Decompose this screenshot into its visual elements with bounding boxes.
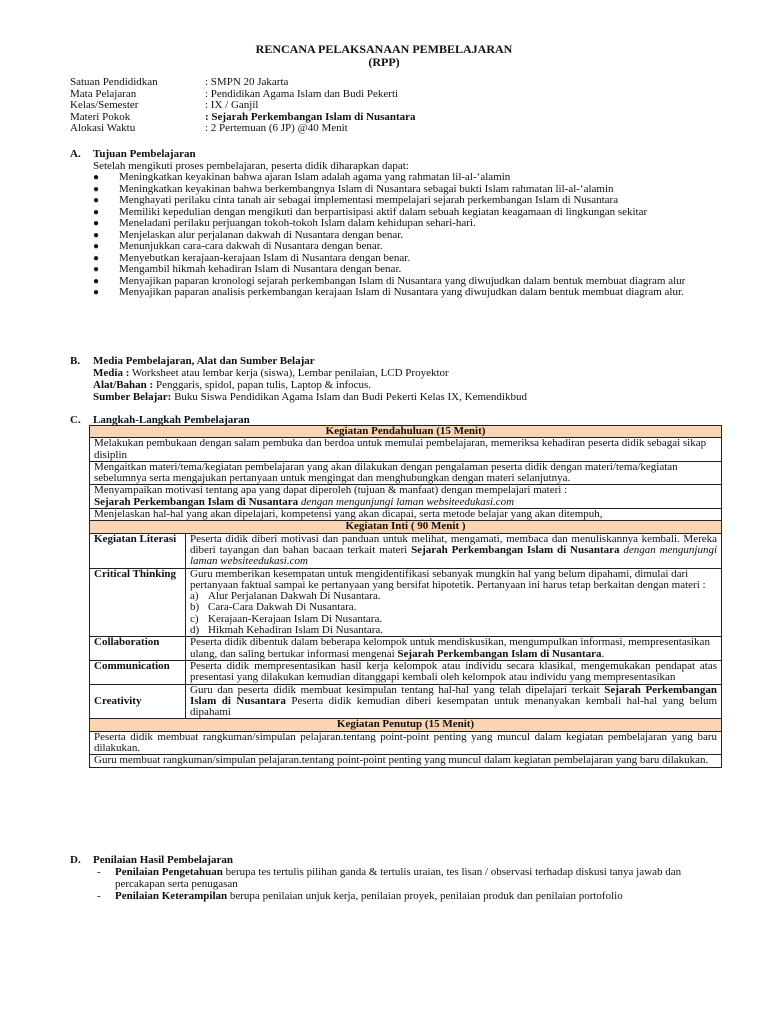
literasi-topic: Sejarah Perkembangan Islam di Nusantara	[407, 543, 620, 556]
table-row	[90, 568, 722, 637]
row-label: Critical Thinking	[90, 568, 186, 637]
table-cell: Guru membuat rangkuman/simpulan pelajaran.tentang point-point penting yang muncul dalam kegiatan pembelajaran yang baru dilakukan.	[90, 755, 722, 767]
table-cell	[186, 568, 722, 637]
alat-value: Penggaris, spidol, papan tulis, Laptop & infocus.	[153, 379, 372, 391]
list-marker: b)	[190, 601, 200, 614]
list-item	[93, 287, 723, 299]
section-letter: C.	[70, 414, 81, 426]
list-item-text: Cara-Cara Dakwah Di Nusantara.	[208, 601, 357, 614]
table-row	[90, 461, 722, 485]
section-letter: A.	[70, 148, 81, 160]
list-marker: c)	[190, 612, 199, 625]
table-row	[90, 731, 722, 755]
sumber-line	[93, 391, 527, 403]
table-cell: Melakukan pembukaan dengan salam pembuka dan berdoa untuk memulai pembelajaran, memeriksa kehadiran peserta didik sebagai sikap disiplin	[90, 438, 722, 462]
list-item-text: Mengambil hikmah kehadiran Islam di Nusantara dengan benar.	[119, 263, 402, 275]
critical-list	[190, 591, 717, 636]
table-cell: Peserta didik mempresentasikan hasil kerja kelompok atau individu secara klasikal, mengemukakan pendapat atas presentasi yang dilakukan kemudian ditanggapi kembali oleh kelompok atau individu yang mempresentasikan	[186, 660, 722, 684]
learning-steps-table	[89, 425, 722, 768]
table-row	[90, 426, 722, 438]
section-title: Penilaian Hasil Pembelajaran	[93, 854, 233, 866]
list-item-text: Meneladani perilaku perjuangan tokoh-tokoh Islam dalam kehidupan sehari-hari.	[119, 217, 476, 229]
row-label: Communication	[90, 660, 186, 684]
table-row	[90, 719, 722, 731]
identity-value: : SMPN 20 Jakarta	[205, 76, 289, 88]
list-item-text: Memiliki kepedulian dengan mengikuti dan berpartisipasi aktif dalam sebuah kegiatan keagamaan di lingkungan sekitar	[119, 205, 648, 218]
section-title: Langkah-Langkah Pembelajaran	[93, 414, 250, 426]
list-item	[93, 866, 723, 890]
assessment-type: Penilaian Keterampilan	[115, 890, 228, 902]
motivasi-text: Menyampaikan motivasi tentang apa yang dapat diperoleh (tujuan & manfaat) dengan mempelajari materi :	[94, 484, 568, 497]
list-marker: a)	[190, 590, 199, 603]
bullet-icon: ●	[93, 241, 100, 252]
section-b-heading	[70, 355, 315, 367]
table-cell	[186, 684, 722, 719]
creat-text: Guru dan peserta didik membuat kesimpulan tentang hal-hal yang telah dipelajari terkait	[190, 683, 600, 696]
bullet-icon: ●	[93, 183, 100, 195]
list-item	[190, 625, 717, 636]
section-letter: D.	[70, 854, 81, 866]
row-label: Creativity	[90, 684, 186, 719]
table-row	[90, 684, 722, 719]
table-cell	[186, 637, 722, 661]
identity-label: Kelas/Semester	[70, 99, 139, 111]
dash-marker: -	[97, 890, 101, 902]
dash-marker: -	[97, 866, 101, 878]
list-item-text: Menyajikan paparan kronologi sejarah perkembangan Islam di Nusantara yang diwujudkan dalam bentuk membuat diagram alur	[119, 274, 686, 287]
table-cell: Mengaitkan materi/tema/kegiatan pembelajaran yang akan dilakukan dengan pengalaman peserta didik dengan materi/tema/kegiatan sebelumnya serta mengajukan pertanyaan untuk mengingat dan menghubungkan dengan materi selanjutnya.	[90, 461, 722, 485]
bullet-icon: ●	[93, 252, 100, 264]
assessment-desc: berupa penilaian unjuk kerja, penilaian proyek, penilaian produk dan penilaian portofolio	[227, 890, 623, 902]
identity-value: : Sejarah Perkembangan Islam di Nusantara	[205, 110, 416, 123]
table-cell	[90, 485, 722, 509]
literasi-link-text: dengan mengunjungi laman websiteedukasi.com	[190, 543, 718, 568]
identity-label: Mata Pelajaran	[70, 87, 137, 100]
row-label: Collaboration	[90, 637, 186, 661]
row-label: Kegiatan Literasi	[90, 533, 186, 568]
section-letter: B.	[70, 355, 81, 367]
collab-end: .	[601, 647, 605, 660]
table-cell	[186, 533, 722, 568]
list-marker: d)	[190, 624, 200, 637]
table-row	[90, 660, 722, 684]
bullet-icon: ●	[93, 229, 100, 241]
objectives-list	[93, 172, 723, 299]
table-row	[90, 509, 722, 521]
list-item-text: Menjelaskan alur perjalanan dakwah di Nusantara dengan benar.	[119, 228, 404, 241]
table-row	[90, 521, 722, 533]
section-a-heading	[70, 148, 196, 160]
pendahuluan-header: Kegiatan Pendahuluan (15 Menit)	[90, 426, 722, 438]
table-row	[90, 533, 722, 568]
identity-row	[70, 100, 710, 112]
document-subtitle: (RPP)	[368, 55, 400, 69]
section-title: Tujuan Pembelajaran	[93, 148, 196, 160]
critical-text: Guru memberikan kesempatan untuk mengidentifikasi sebanyak mungkin hal yang belum dipahami, dimulai dari pertanyaan faktual sampai ke pertanyaan yang bersifat hipotetik. Pertanyaan ini harus tetap berkaitan dengan materi :	[190, 567, 706, 591]
identity-value: : Pendidikan Agama Islam dan Budi Pekerti	[205, 87, 399, 100]
bullet-icon: ●	[93, 172, 100, 183]
bullet-icon: ●	[93, 287, 100, 298]
list-item-text: Menyebutkan kerajaan-kerajaan Islam di Nusantara dengan benar.	[119, 251, 411, 264]
identity-label: Satuan Pendididkan	[70, 76, 158, 88]
list-item-text: Meningkatkan keyakinan bahwa ajaran Islam adalah agama yang rahmatan lil-al-‘alamin	[119, 171, 511, 183]
bullet-icon: ●	[93, 275, 100, 287]
media-label: Media :	[93, 367, 130, 379]
motivasi-link-text: dengan mengunjungi laman websiteedukasi.com	[298, 495, 515, 508]
identity-label: Materi Pokok	[70, 110, 131, 123]
identity-row	[70, 123, 710, 135]
collab-topic: Sejarah Perkembangan Islam di Nusantara	[394, 647, 602, 660]
section-a-intro: Setelah mengikuti proses pembelajaran, peserta didik diharapkan dapat:	[93, 160, 409, 172]
motivasi-topic: Sejarah Perkembangan Islam di Nusantara	[94, 495, 299, 508]
bullet-icon: ●	[93, 195, 100, 206]
literasi-text: Peserta didik diberi motivasi dan panduan untuk melihat, mengamati, membaca dan menuliskannya kembali. Mereka diberi tayangan dan bahan bacaan terkait materi	[190, 532, 718, 556]
assessment-list	[93, 866, 723, 902]
identity-value: : IX / Ganjil	[205, 99, 259, 111]
creat-topic: Sejarah Perkembangan Islam di Nusantara	[190, 683, 718, 707]
media-value: Worksheet atau lembar kerja (siswa), Lembar penilaian, LCD Proyektor	[129, 367, 449, 379]
list-item-text: Menghayati perilaku cinta tanah air sebagai implementasi mempelajari sejarah perkembangan Islam di Nusantara	[119, 194, 619, 206]
list-item-text: Kerajaan-Kerajaan Islam Di Nusantara.	[208, 612, 383, 625]
list-item-text: Hikmah Kehadiran Islam Di Nusantara.	[208, 624, 384, 637]
identity-value: : 2 Pertemuan (6 JP) @40 Menit	[205, 122, 348, 134]
list-item-text: Menunjukkan cara-cara dakwah di Nusantara dengan benar.	[119, 240, 383, 252]
list-item-text: Meningkatkan keyakinan bahwa berkembangnya Islam di Nusantara sebagai bukti Islam rahmatan lil-al-‘alamin	[119, 182, 614, 195]
document-title: RENCANA PELAKSANAAN PEMBELAJARAN	[255, 42, 513, 56]
identity-row	[70, 77, 710, 89]
sumber-label: Sumber Belajar:	[93, 391, 172, 403]
bullet-icon: ●	[93, 218, 100, 229]
identity-row	[70, 89, 710, 101]
identity-row	[70, 112, 710, 124]
collab-text: Peserta didik dibentuk dalam beberapa kelompok untuk mendiskusikan, mengumpulkan informasi, mempresentasikan ulang, dan saling bertukar informasi mengenai	[190, 636, 710, 660]
table-cell: Menjelaskan hal-hal yang akan dipelajari, kompetensi yang akan dicapai, serta metode belajar yang akan ditempuh,	[90, 509, 722, 521]
section-d-heading	[70, 854, 233, 866]
table-row	[90, 438, 722, 462]
assessment-type: Penilaian Pengetahuan	[115, 866, 223, 878]
list-item-text: Menyajikan paparan analisis perkembangan kerajaan Islam di Nusantara yang diwujudkan dalam bentuk membuat diagram alur.	[119, 286, 684, 298]
table-row	[90, 755, 722, 767]
alat-line	[93, 379, 371, 391]
penutup-header: Kegiatan Penutup (15 Menit)	[90, 719, 722, 731]
media-line	[93, 367, 449, 379]
table-row	[90, 637, 722, 661]
list-item	[93, 890, 723, 902]
bullet-icon: ●	[93, 206, 100, 218]
identity-block	[70, 77, 710, 135]
table-cell: Peserta didik membuat rangkuman/simpulan pelajaran.tentang point-point penting yang muncul dalam kegiatan pembelajaran yang baru dilakukan.	[90, 731, 722, 755]
table-row	[90, 485, 722, 509]
bullet-icon: ●	[93, 264, 100, 275]
assessment-desc: berupa tes tertulis pilihan ganda & tertulis uraian, tes lisan / observasi terhadap diskusi tanya jawab dan percakapan serta penugasan	[115, 866, 682, 890]
section-title: Media Pembelajaran, Alat dan Sumber Belajar	[93, 355, 315, 367]
identity-label: Alokasi Waktu	[70, 122, 136, 134]
creat-end: Peserta didik kemudian diberi kesempatan untuk menanyakan kembali hal-hal yang belum dipahami	[190, 694, 718, 719]
alat-label: Alat/Bahan :	[93, 379, 154, 391]
list-item-text: Alur Perjalanan Dakwah Di Nusantara.	[208, 590, 381, 603]
sumber-value: Buku Siswa Pendidikan Agama Islam dan Budi Pekerti Kelas IX, Kemendikbud	[171, 391, 527, 403]
inti-header: Kegiatan Inti ( 90 Menit )	[90, 521, 722, 533]
